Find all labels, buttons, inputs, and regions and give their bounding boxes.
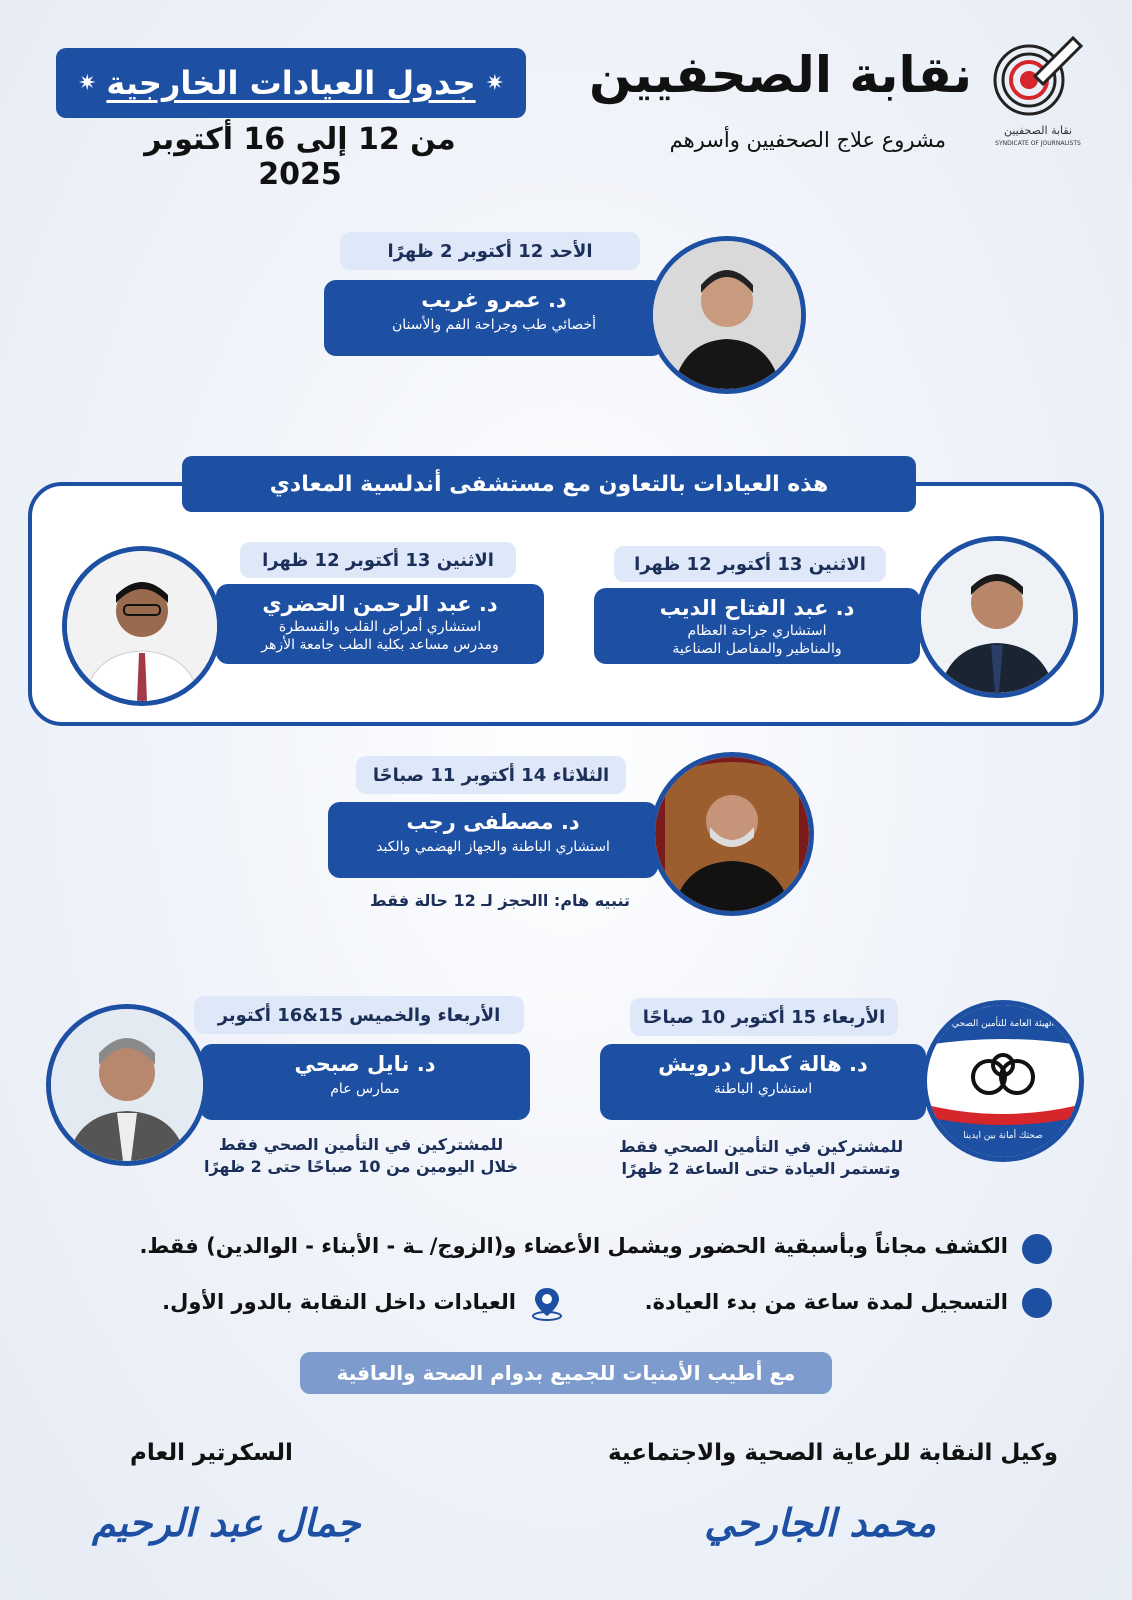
clinic-4-datetime: الثلاثاء 14 أكتوبر 11 صباحًا xyxy=(356,756,626,794)
clinic-2-specialty-line1: استشاري جراحة العظام xyxy=(687,623,827,639)
partner-banner: هذه العيادات بالتعاون مع مستشفى أندلسية المعادي xyxy=(182,456,916,512)
clinic-4-doctor-photo xyxy=(650,752,814,916)
clinic-5-specialty: استشاري الباطنة xyxy=(713,1081,813,1097)
clinic-5-doctor: د. هالة كمال درويش xyxy=(658,1052,868,1076)
star-icon: ✷ xyxy=(485,70,505,96)
star-icon: ✷ xyxy=(77,70,97,96)
clinic-3-specialty-line1: استشاري أمراض القلب والقسطرة xyxy=(278,619,482,635)
clinic-1-doctor-photo xyxy=(648,236,806,394)
clinic-2-doctor: د. عبد الفتاح الديب xyxy=(659,596,855,620)
insurance-logo-slogan: صحتك أمانة بين ايدينا xyxy=(963,1131,1043,1141)
logo-text-ar: نقابة الصحفيين xyxy=(1003,124,1073,137)
clinic-5-card xyxy=(600,1044,926,1120)
clinic-6-note-line1: للمشتركين في التأمين الصحي فقط xyxy=(218,1135,504,1154)
schedule-title: جدول العيادات الخارجية xyxy=(106,64,476,102)
clinic-1-specialty: أخصائي طب وجراحة الفم والأسنان xyxy=(391,317,597,333)
clinic-5-note-line1: للمشتركين في التأمين الصحي فقط xyxy=(618,1137,904,1156)
bullet-dot-icon xyxy=(1022,1234,1052,1264)
logo-text-en: SYNDICATE OF JOURNALISTS xyxy=(995,140,1081,147)
clinic-6-datetime: الأربعاء والخميس 15&16 أكتوبر xyxy=(194,996,524,1034)
clinic-3-datetime: الاثنين 13 أكتوبر 12 ظهرا xyxy=(240,542,516,578)
clinic-6-note xyxy=(196,1134,526,1178)
bullet-free-exam: الكشف مجاناً وبأسبقية الحضور ويشمل الأعضاء و(الزوج/ ـة - الأبناء - الوالدين) فقط. xyxy=(139,1234,1008,1258)
clinic-6-doctor: د. نايل صبحي xyxy=(294,1052,436,1076)
person-portrait-icon xyxy=(653,241,801,389)
clinic-6-card xyxy=(200,1044,530,1120)
clinic-2-datetime: الاثنين 13 أكتوبر 12 ظهرا xyxy=(614,546,886,582)
left-signatory-role: السكرتير العام xyxy=(130,1440,293,1466)
project-name: مشروع علاج الصحفيين وأسرهم xyxy=(669,128,946,152)
date-range: من 12 إلى 16 أكتوبر 2025 xyxy=(144,122,456,192)
wish-banner: مع أطيب الأمنيات للجميع بدوام الصحة والعافية xyxy=(300,1352,832,1394)
clinic-2-specialty-line2: والمناظير والمفاصل الصناعية xyxy=(672,641,842,657)
person-portrait-icon xyxy=(655,757,809,911)
clinic-3-specialty-line2: ومدرس مساعد بكلية الطب جامعة الأزهر xyxy=(261,637,499,653)
clinic-3-card xyxy=(216,584,544,664)
clinic-4-specialty: استشاري الباطنة والجهاز الهضمي والكبد xyxy=(376,839,610,855)
clinic-2-card xyxy=(594,588,920,664)
right-signature: محمد الجارحي xyxy=(704,1500,936,1545)
bullet-location: العيادات داخل النقابة بالدور الأول. xyxy=(162,1290,516,1314)
clinic-1-card xyxy=(324,280,664,356)
syndicate-logo xyxy=(985,32,1091,152)
clinic-5-note xyxy=(606,1136,916,1180)
clinic-1-datetime: الأحد 12 أكتوبر 2 ظهرًا xyxy=(340,232,640,270)
schedule-title-box xyxy=(56,48,526,118)
clinic-4-doctor: د. مصطفى رجب xyxy=(406,810,580,834)
person-portrait-icon xyxy=(921,541,1073,693)
location-pin-icon xyxy=(528,1284,566,1322)
health-insurance-logo xyxy=(922,1000,1084,1162)
clinic-5-datetime: الأربعاء 15 أكتوبر 10 صباحًا xyxy=(630,998,898,1036)
syndicate-name: نقابة الصحفيين xyxy=(588,46,972,104)
clinic-4-card xyxy=(328,802,658,878)
insurance-logo-text: الهيئة العامة للتأمين الصحي xyxy=(951,1019,1055,1029)
clinic-2-doctor-photo xyxy=(916,536,1078,698)
clinic-4-note: تنبيه هام: االحجز لـ 12 حالة فقط xyxy=(369,891,631,910)
left-signature: جمال عبد الرحيم xyxy=(92,1500,361,1545)
person-portrait-icon xyxy=(51,1009,203,1161)
bullet-registration: التسجيل لمدة ساعة من بدء العيادة. xyxy=(644,1290,1008,1314)
clinic-1-doctor: د. عمرو غريب xyxy=(421,288,567,312)
clinic-3-doctor: د. عبد الرحمن الحضري xyxy=(262,592,498,616)
clinic-6-specialty: ممارس عام xyxy=(330,1081,400,1097)
right-signatory-role: وكيل النقابة للرعاية الصحية والاجتماعية xyxy=(607,1440,1058,1466)
clinic-6-note-line2: خلال اليومين من 10 صباحًا حتى 2 ظهرًا xyxy=(203,1157,518,1176)
clinic-3-doctor-photo xyxy=(62,546,222,706)
clinic-6-doctor-photo xyxy=(46,1004,208,1166)
person-portrait-icon xyxy=(67,551,217,701)
bullet-dot-icon xyxy=(1022,1288,1052,1318)
clinic-5-note-line2: وتستمر العيادة حتى الساعة 2 ظهرًا xyxy=(621,1159,901,1178)
